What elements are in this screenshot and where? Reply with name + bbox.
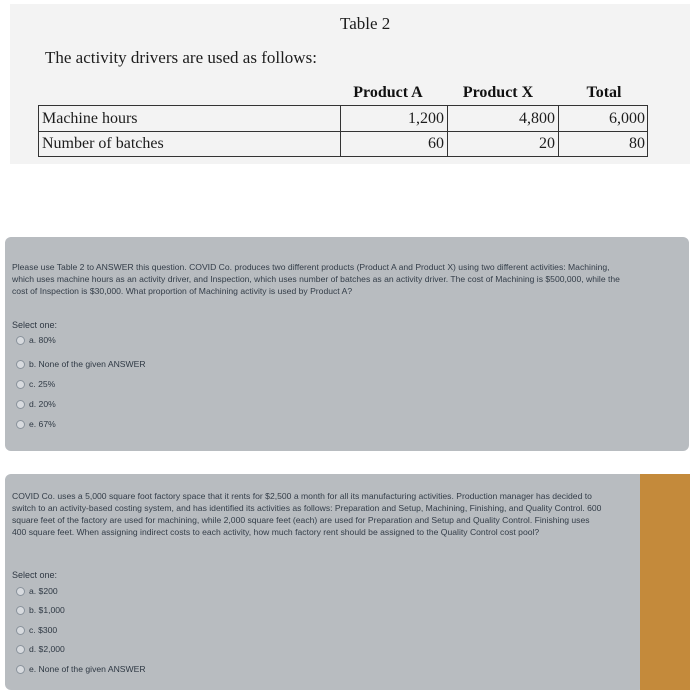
radio-icon[interactable] [16,400,25,409]
radio-icon[interactable] [16,587,25,596]
cell-total: 6,000 [609,110,645,127]
option-label: a. 80% [29,335,56,345]
option-label: d. $2,000 [29,644,65,654]
answer-option-e[interactable] [16,417,56,431]
cell-product-a: 1,200 [341,106,448,131]
table-card [10,4,690,164]
option-label: e. None of the given ANSWER [29,664,146,674]
radio-icon[interactable] [16,360,25,369]
answer-option-a[interactable] [16,584,58,598]
activity-driver-table [38,105,648,157]
radio-icon[interactable] [16,380,25,389]
option-label: c. $300 [29,625,58,635]
question-text: COVID Co. uses a 5,000 square foot factory space that it rents for $2,500 a month for all its manufacturing activities. Production manager has decided to switch to an activity-based costing system, and has identified its activities as follows: Preparation and Setup, Machining, Finishing, and Quality Control. 600 square feet of the factory are used for machining, while 2,000 square feet (each) are used for Preparation and Setup and Quality Control. Finishing uses 400 square feet. When assigning indirect costs to each activity, how much factory rent should be assigned to the Quality Control cost pool? [12,491,602,537]
table-row [39,131,647,156]
question-card-2 [5,474,645,690]
radio-icon[interactable] [16,645,25,654]
question-card-1 [5,237,689,451]
option-label: b. None of the given ANSWER [29,359,146,369]
option-label: d. 20% [29,399,56,409]
radio-icon[interactable] [16,420,25,429]
cell-product-x: 4,800 [448,106,559,131]
radio-icon[interactable] [16,665,25,674]
header-total: Total [586,84,622,101]
radio-icon[interactable] [16,336,25,345]
answer-option-d[interactable] [16,397,56,411]
answer-option-a[interactable] [16,333,56,347]
cell-product-x: 20 [448,131,559,156]
cell-product-a: 60 [341,131,448,156]
question-text: Please use Table 2 to ANSWER this question. COVID Co. produces two different products (Product A and Product X) using two different activities: Machining, which uses machine hours as an activity driver, and Inspection, which uses number of batches as an activity driver. The cost of Machining is $500,000, while the cost of Inspection is $30,000. What proportion of Machining activity is used by Product A? [12,262,620,296]
row-label-machine-hours: Machine hours [42,110,138,127]
answer-option-c[interactable] [16,623,57,637]
photo-background-edge [640,474,690,690]
row-label-number-of-batches: Number of batches [42,135,164,152]
table-divider [340,106,341,156]
option-label: b. $1,000 [29,605,65,615]
radio-icon[interactable] [16,626,25,635]
select-one-label: Select one: [12,320,58,330]
cell-total: 80 [629,135,645,152]
answer-option-b[interactable] [16,603,65,617]
answer-option-e[interactable] [16,662,146,676]
header-product-a: Product A [353,84,423,101]
option-label: e. 67% [29,419,56,429]
option-label: a. $200 [29,586,58,596]
answer-option-b[interactable] [16,357,146,371]
select-one-label: Select one: [12,570,58,580]
table-row [39,106,647,132]
radio-icon[interactable] [16,606,25,615]
table-title: Table 2 [340,14,391,33]
header-product-x: Product X [462,84,534,101]
answer-option-d[interactable] [16,642,65,656]
option-label: c. 25% [29,379,56,389]
table-intro: The activity drivers are used as follows: [45,48,317,67]
answer-option-c[interactable] [16,377,55,391]
